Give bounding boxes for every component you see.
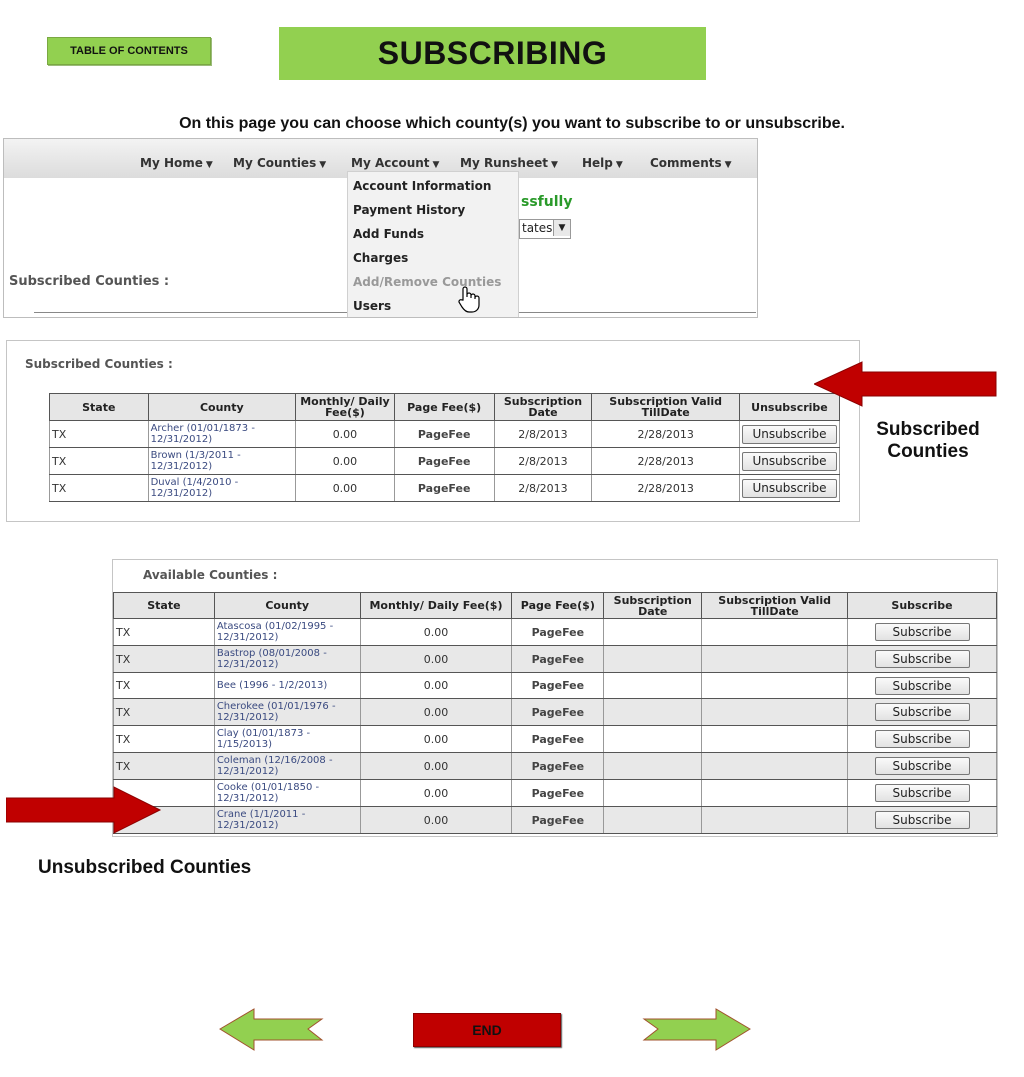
county-cell: Crane (1/1/2011 - 12/31/2012) <box>214 807 360 834</box>
unsubscribed-counties-callout: Unsubscribed Counties <box>38 857 252 878</box>
page-fee-cell: PageFee <box>512 726 604 753</box>
col-header: Subscription Date <box>494 394 592 421</box>
subscribe-cell <box>848 780 997 807</box>
state-cell: TX <box>114 726 215 753</box>
county-cell: Coleman (12/16/2008 - 12/31/2012) <box>214 753 360 780</box>
fee-cell: 0.00 <box>360 753 512 780</box>
subscribe-button[interactable]: Subscribe <box>875 757 970 775</box>
valid-till-cell <box>702 726 848 753</box>
col-header: Page Fee($) <box>512 593 604 619</box>
page-fee-cell: PageFee <box>394 475 494 502</box>
nav-label: My Runsheet <box>460 156 548 170</box>
page-title: SUBSCRIBING <box>279 27 706 80</box>
fee-cell: 0.00 <box>296 475 395 502</box>
fee-cell: 0.00 <box>360 619 512 646</box>
nav-label: My Home <box>140 156 203 170</box>
subscription-date-cell: 2/8/2013 <box>494 475 592 502</box>
menu-charges[interactable]: Charges <box>353 251 409 265</box>
col-header: Monthly/ Daily Fee($) <box>296 394 395 421</box>
col-header: Subscription Valid TillDate <box>702 593 848 619</box>
county-cell: Cherokee (01/01/1976 - 12/31/2012) <box>214 699 360 726</box>
nav-label: My Counties <box>233 156 317 170</box>
subscribed-counties-label: Subscribed Counties : <box>25 357 173 371</box>
table-row <box>50 421 840 448</box>
hand-cursor-icon <box>456 286 482 314</box>
fee-cell: 0.00 <box>360 673 512 699</box>
unsubscribe-cell <box>739 448 839 475</box>
valid-till-cell <box>702 699 848 726</box>
nav-my-account[interactable] <box>351 156 439 170</box>
subscribe-cell <box>848 673 997 699</box>
valid-till-cell <box>702 673 848 699</box>
end-button[interactable]: END <box>413 1013 561 1047</box>
valid-till-cell: 2/28/2013 <box>592 448 740 475</box>
chevron-down-icon: ▼ <box>553 220 570 236</box>
menu-payment-history[interactable]: Payment History <box>353 203 466 217</box>
available-counties-panel <box>112 559 998 837</box>
table-row <box>50 448 840 475</box>
subscribed-counties-table <box>49 393 840 502</box>
subscribe-button[interactable]: Subscribe <box>875 784 970 802</box>
caret-down-icon: ▼ <box>319 160 327 170</box>
col-header: Monthly/ Daily Fee($) <box>360 593 512 619</box>
col-header: State <box>114 593 215 619</box>
unsubscribe-cell <box>739 421 839 448</box>
page-fee-cell: PageFee <box>394 421 494 448</box>
valid-till-cell: 2/28/2013 <box>592 475 740 502</box>
subscribe-button[interactable]: Subscribe <box>875 677 970 695</box>
subscription-date-cell <box>604 699 702 726</box>
valid-till-cell <box>702 646 848 673</box>
subscribe-cell <box>848 646 997 673</box>
valid-till-cell <box>702 753 848 780</box>
page-fee-cell: PageFee <box>512 646 604 673</box>
subscribe-button[interactable]: Subscribe <box>875 730 970 748</box>
state-cell: TX <box>114 619 215 646</box>
page-fee-cell: PageFee <box>512 807 604 834</box>
state-cell: TX <box>114 673 215 699</box>
table-row <box>114 673 997 699</box>
county-cell: Bastrop (08/01/2008 - 12/31/2012) <box>214 646 360 673</box>
state-cell: TX <box>114 753 215 780</box>
col-header: Subscribe <box>848 593 997 619</box>
subscribed-counties-panel <box>6 340 860 522</box>
available-counties-table <box>113 592 997 834</box>
nav-my-home[interactable] <box>140 156 213 170</box>
nav-my-runsheet[interactable] <box>460 156 558 170</box>
subscription-date-cell <box>604 646 702 673</box>
county-cell: Cooke (01/01/1850 - 12/31/2012) <box>214 780 360 807</box>
next-arrow-icon[interactable] <box>642 1007 752 1052</box>
arrow-right-icon <box>6 785 162 835</box>
success-message-fragment: ssfully <box>521 194 573 210</box>
county-cell: Duval (1/4/2010 - 12/31/2012) <box>148 475 295 502</box>
subscribe-button[interactable]: Subscribe <box>875 811 970 829</box>
fee-cell: 0.00 <box>360 780 512 807</box>
subscription-date-cell <box>604 619 702 646</box>
page-fee-cell: PageFee <box>394 448 494 475</box>
subscribe-cell <box>848 699 997 726</box>
subscribe-cell <box>848 726 997 753</box>
table-header-row <box>50 394 840 421</box>
menu-add-remove-counties[interactable]: Add/Remove Counties <box>353 275 502 289</box>
subscribe-cell <box>848 619 997 646</box>
valid-till-cell <box>702 780 848 807</box>
subscription-date-cell <box>604 753 702 780</box>
nav-my-counties[interactable] <box>233 156 326 170</box>
subscription-date-cell <box>604 807 702 834</box>
subscribe-cell <box>848 807 997 834</box>
valid-till-cell <box>702 619 848 646</box>
fee-cell: 0.00 <box>360 699 512 726</box>
unsubscribe-button[interactable]: Unsubscribe <box>742 452 837 471</box>
nav-help[interactable] <box>582 156 623 170</box>
state-cell: TX <box>50 421 149 448</box>
table-row <box>114 726 997 753</box>
subscription-date-cell <box>604 726 702 753</box>
subscribe-cell <box>848 753 997 780</box>
table-of-contents-button[interactable]: TABLE OF CONTENTS <box>47 37 211 65</box>
col-header: Unsubscribe <box>739 394 839 421</box>
county-cell: Atascosa (01/02/1995 - 12/31/2012) <box>214 619 360 646</box>
caret-down-icon: ▼ <box>615 160 623 170</box>
subscribe-button[interactable]: Subscribe <box>875 703 970 721</box>
page-fee-cell: PageFee <box>512 780 604 807</box>
nav-label: Help <box>582 156 613 170</box>
page-fee-cell: PageFee <box>512 753 604 780</box>
fee-cell: 0.00 <box>360 646 512 673</box>
account-menu-screenshot <box>3 138 758 318</box>
state-select[interactable] <box>519 219 571 239</box>
col-header: Page Fee($) <box>394 394 494 421</box>
col-header: Subscription Date <box>604 593 702 619</box>
subscribe-button[interactable]: Subscribe <box>875 623 970 641</box>
table-row <box>114 646 997 673</box>
fee-cell: 0.00 <box>296 421 395 448</box>
subscribed-counties-label: Subscribed Counties : <box>9 274 170 289</box>
county-cell: Brown (1/3/2011 - 12/31/2012) <box>148 448 295 475</box>
nav-label: Comments <box>650 156 722 170</box>
nav-comments[interactable] <box>650 156 732 170</box>
page-fee-cell: PageFee <box>512 699 604 726</box>
subscription-date-cell <box>604 673 702 699</box>
intro-text: On this page you can choose which county(s) you want to subscribe to or unsubscribe. <box>179 115 845 132</box>
state-cell: TX <box>114 699 215 726</box>
caret-down-icon: ▼ <box>205 160 213 170</box>
state-select-value: tates <box>522 221 553 235</box>
table-row <box>114 699 997 726</box>
state-cell: TX <box>50 475 149 502</box>
my-account-dropdown <box>347 171 519 318</box>
subscription-date-cell: 2/8/2013 <box>494 421 592 448</box>
unsubscribe-button[interactable]: Unsubscribe <box>742 425 837 444</box>
menu-users[interactable]: Users <box>353 299 392 313</box>
subscribe-button[interactable]: Subscribe <box>875 650 970 668</box>
available-counties-label: Available Counties : <box>143 568 278 582</box>
arrow-left-icon <box>814 360 998 408</box>
menu-add-funds[interactable]: Add Funds <box>353 227 425 241</box>
table-row <box>114 619 997 646</box>
caret-down-icon: ▼ <box>432 160 440 170</box>
page-fee-cell: PageFee <box>512 619 604 646</box>
fee-cell: 0.00 <box>360 807 512 834</box>
unsubscribe-cell <box>739 475 839 502</box>
col-header: Subscription Valid TillDate <box>592 394 740 421</box>
nav-label: My Account <box>351 156 430 170</box>
county-cell: Clay (01/01/1873 - 1/15/2013) <box>214 726 360 753</box>
table-header-row <box>114 593 997 619</box>
fee-cell: 0.00 <box>360 726 512 753</box>
col-header: County <box>148 394 295 421</box>
table-row <box>114 780 997 807</box>
valid-till-cell <box>702 807 848 834</box>
page-fee-cell: PageFee <box>512 673 604 699</box>
caret-down-icon: ▼ <box>550 160 558 170</box>
subscribed-counties-callout: Subscribed Counties <box>876 419 980 462</box>
valid-till-cell: 2/28/2013 <box>592 421 740 448</box>
table-row <box>114 807 997 834</box>
state-cell: TX <box>50 448 149 475</box>
previous-arrow-icon[interactable] <box>218 1007 326 1052</box>
table-row <box>114 753 997 780</box>
unsubscribe-button[interactable]: Unsubscribe <box>742 479 837 498</box>
table-row <box>50 475 840 502</box>
subscription-date-cell: 2/8/2013 <box>494 448 592 475</box>
col-header: County <box>214 593 360 619</box>
col-header: State <box>50 394 149 421</box>
state-cell: TX <box>114 646 215 673</box>
fee-cell: 0.00 <box>296 448 395 475</box>
subscription-date-cell <box>604 780 702 807</box>
county-cell: Bee (1996 - 1/2/2013) <box>214 673 360 699</box>
caret-down-icon: ▼ <box>724 160 732 170</box>
county-cell: Archer (01/01/1873 - 12/31/2012) <box>148 421 295 448</box>
menu-account-information[interactable]: Account Information <box>353 179 492 193</box>
